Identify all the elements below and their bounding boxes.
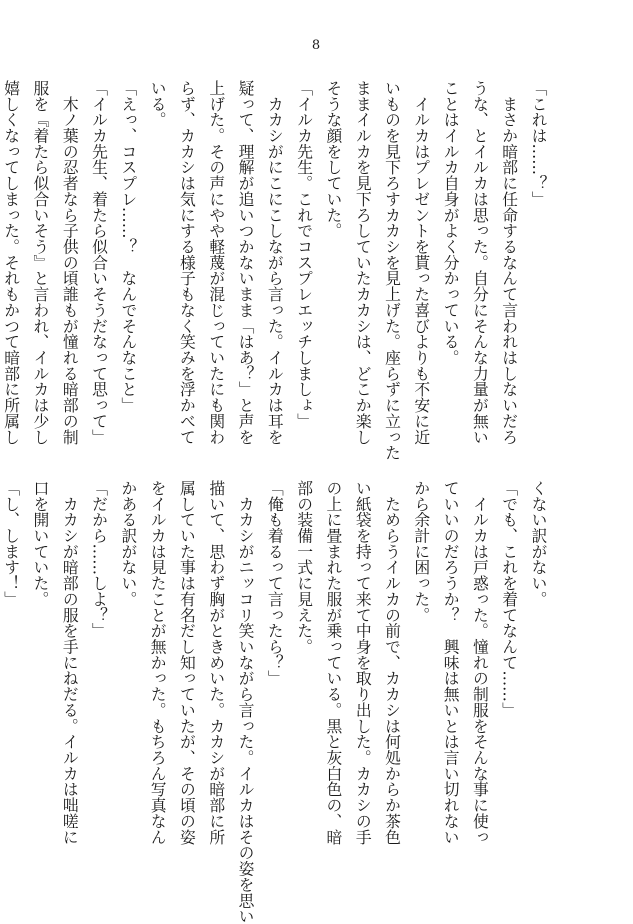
text-column: くない訳がない。 — [529, 480, 548, 607]
text-column: 「イルカ先生。これでコスプレエッチしましょ」 — [294, 80, 314, 429]
text-column: いものを見下ろすカカシを見上げた。座らずに立った — [382, 80, 402, 461]
text-column: 「でも、これを着てなんて……」 — [499, 480, 519, 718]
text-column: い紙袋を持って来て中身を取り出した。カカシの手 — [353, 480, 373, 845]
text-column: 部の装備一式に見えた。 — [294, 480, 314, 655]
text-column: 口を開いていた。 — [30, 480, 50, 607]
text-column: ままイルカを見下ろしていたカカシは、どこか楽し — [353, 80, 373, 445]
text-column: いる。 — [148, 80, 168, 128]
text-column: 「えっ、コスプレ……？ なんでそんなこと」 — [118, 80, 138, 414]
text-column: ためらうイルカの前で、カカシは何処からか茶色 — [382, 480, 402, 845]
text-column: 上げた。その声にやや軽蔑が混じっていたにも関わ — [206, 80, 226, 445]
text-column: 「これは……？」 — [529, 80, 548, 207]
text-column: カカシが暗部の服を手にねだる。イルカは咄嗟に — [60, 480, 80, 845]
text-column: ことはイルカ自身がよく分かっている。 — [441, 80, 461, 366]
text-column: 「し、します！」 — [1, 480, 21, 607]
text-column: 「俺も着るって言ったら？」 — [265, 480, 285, 687]
text-column: 嬉しくなってしまった。それもかつて暗部に所属し — [1, 80, 21, 445]
text-column: 服を『着たら似合いそう』と言われ、イルカは少し — [30, 80, 50, 445]
upper-text-block — [0, 80, 553, 461]
text-column: カカシがにこにこしながら言った。イルカは耳を — [265, 80, 285, 445]
text-column: 描いて、思わず胸がときめいた。カカシが暗部に所 — [206, 480, 226, 845]
text-column: イルカは戸惑った。憧れの制服をそんな事に使っ — [470, 480, 490, 845]
text-column: そうな顔をしていた。 — [323, 80, 343, 239]
text-column: かある訳がない。 — [118, 480, 138, 607]
page-number: 8 — [311, 38, 322, 53]
text-column: から余計に困った。 — [411, 480, 431, 623]
text-column: 「イルカ先生、着たら似合いそうだなって思って」 — [89, 80, 109, 445]
text-column: イルカはプレゼントを貰った喜びよりも不安に近 — [411, 80, 431, 445]
text-column: うな、とイルカは思った。自分にそんな力量が無い — [470, 80, 490, 445]
text-column: 属していた事は有名だし知っていたが、その頃の姿 — [177, 480, 197, 845]
text-column: らず、カカシは気にする様子もなく笑みを浮かべて — [177, 80, 197, 445]
text-column: ていいのだろうか？ 興味は無いとは言い切れない — [441, 480, 461, 845]
lower-text-block — [0, 480, 553, 924]
text-column: の上に畳まれた服が乗っている。黒と灰白色の、暗 — [323, 480, 343, 845]
text-column: 木ノ葉の忍者なら子供の頃誰もが憧れる暗部の制 — [60, 80, 80, 445]
text-column: 疑って、理解が追いつかないまま「はあ？」と声を — [236, 80, 256, 445]
text-column: をイルカは見たことが無かった。もちろん写真なん — [148, 480, 168, 845]
text-column: 「だから……しよ？」 — [89, 480, 109, 639]
text-column: まさか暗部に任命するなんて言われはしないだろ — [499, 80, 519, 445]
text-column: カカシがニッコリ笑いながら言った。イルカはその姿を思い — [236, 480, 256, 924]
